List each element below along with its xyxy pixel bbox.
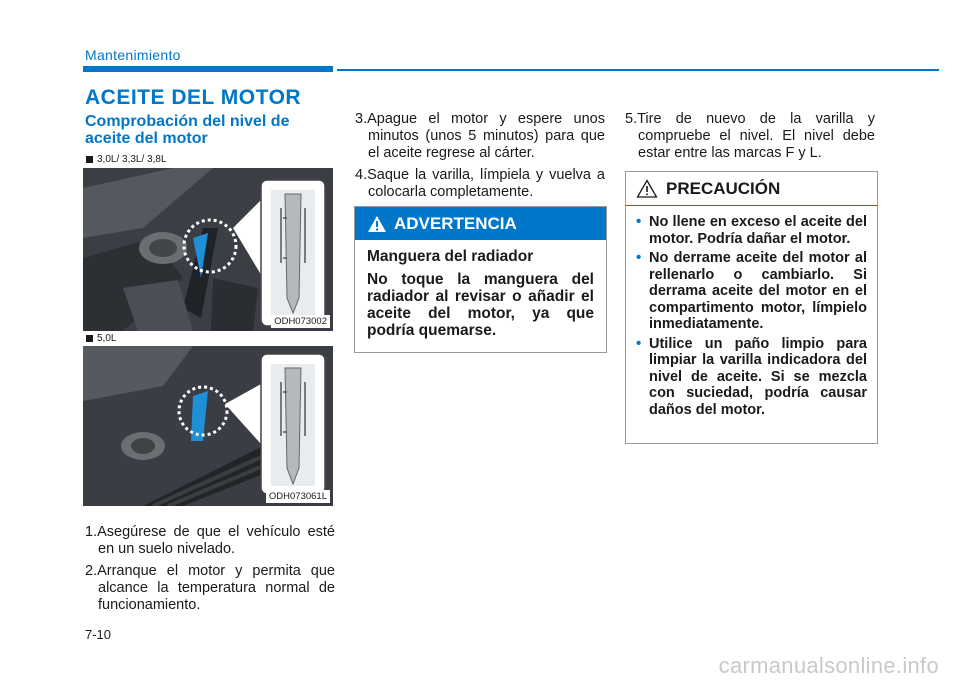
figure-caption-2 bbox=[86, 333, 116, 344]
figure-caption-text-1: 3,0L/ 3,3L/ 3,8L bbox=[97, 154, 167, 165]
caution-triangle-icon bbox=[636, 179, 658, 198]
page-number: 7-10 bbox=[85, 627, 112, 642]
step-1: 1.Asegúrese de que el vehículo esté en un suelo nivelado. bbox=[85, 524, 335, 557]
bullet-icon: • bbox=[636, 249, 642, 266]
engine-photo-1 bbox=[83, 168, 333, 331]
step-list-col2 bbox=[355, 111, 605, 201]
header-rule-thin bbox=[337, 69, 939, 71]
warning-title: ADVERTENCIA bbox=[394, 213, 517, 233]
square-bullet-icon bbox=[86, 156, 93, 163]
warning-heading: Manguera del radiador bbox=[367, 248, 534, 265]
figure-caption-text-2: 5,0L bbox=[97, 333, 117, 344]
bullet-icon: • bbox=[636, 334, 642, 352]
header-rule-thick bbox=[83, 66, 333, 72]
warning-header bbox=[355, 207, 606, 240]
watermark: carmanualsonline.info bbox=[718, 653, 939, 678]
caution-title: PRECAUCIÓN bbox=[666, 178, 781, 198]
warning-text: No toque la manguera del radiador al revisar o añadir el aceite del motor, ya que podría quemarse. bbox=[367, 271, 594, 339]
figure-caption-1 bbox=[86, 154, 167, 165]
step-4: 4.Saque la varilla, límpiela y vuelva a colocarla completamente. bbox=[355, 167, 605, 200]
caution-body bbox=[626, 206, 877, 429]
step-2: 2.Arranque el motor y permita que alcance la temperatura normal de funcionamiento. bbox=[85, 563, 335, 613]
warning-triangle-icon bbox=[367, 215, 387, 233]
figure-code-2: ODH073061L bbox=[266, 490, 330, 503]
engine-illustration-2 bbox=[83, 346, 333, 506]
warning-box bbox=[354, 206, 607, 353]
caution-header bbox=[626, 172, 877, 206]
figure-code-1: ODH073002 bbox=[271, 315, 330, 328]
step-3: 3.Apague el motor y espere unos minutos (unos 5 minutos) para que el aceite regrese al cárter. bbox=[355, 111, 605, 161]
caution-item-text-1: No llene en exceso el aceite del motor. Podría dañar el motor. bbox=[649, 214, 867, 247]
engine-illustration-1 bbox=[83, 168, 333, 331]
page-title: ACEITE DEL MOTOR bbox=[85, 86, 302, 109]
caution-item bbox=[636, 250, 867, 333]
section-label: Mantenimiento bbox=[85, 47, 181, 63]
square-bullet-icon bbox=[86, 335, 93, 342]
caution-item bbox=[636, 336, 867, 419]
caution-item bbox=[636, 214, 867, 247]
engine-photo-2 bbox=[83, 346, 333, 506]
step-list-col1 bbox=[85, 524, 335, 614]
warning-body bbox=[355, 240, 606, 355]
bullet-icon: • bbox=[636, 213, 642, 230]
step-list-col3 bbox=[625, 111, 875, 162]
caution-item-text-2: No derrame aceite del motor al rellenarlo o cambiarlo. Si derrama aceite del motor en el compartimento motor, límpielo inmediatamente. bbox=[649, 250, 867, 332]
caution-box bbox=[625, 171, 878, 444]
step-5: 5.Tire de nuevo de la varilla y compruebe el nivel. El nivel debe estar entre las marcas F y L. bbox=[625, 111, 875, 161]
section-subtitle: Comprobación del nivel de aceite del motor bbox=[85, 113, 290, 147]
caution-item-text-3: Utilice un paño limpio para limpiar la varilla indicadora del nivel de aceite. Si se mezcla con suciedad, podría causar daños del motor. bbox=[649, 335, 867, 418]
